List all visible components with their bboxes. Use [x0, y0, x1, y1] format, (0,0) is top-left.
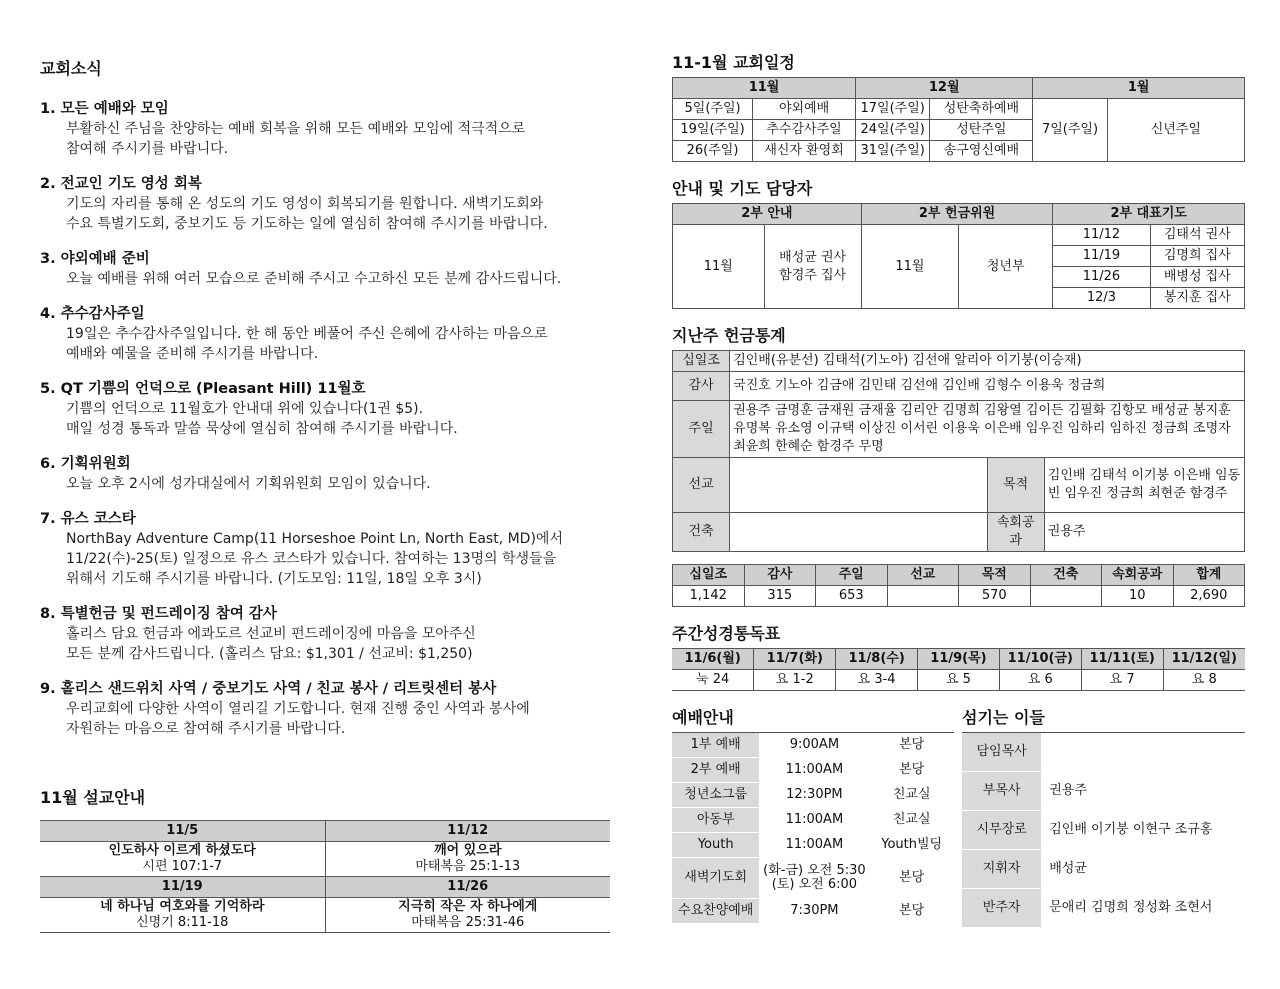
servant-names [1041, 733, 1245, 772]
schedule-table [672, 77, 1245, 162]
sermon-table [40, 820, 610, 933]
notice-item [40, 454, 610, 494]
notice-line: 참여해 주시기를 바랍니다. [66, 141, 229, 157]
notice-item [40, 249, 610, 289]
offering-names: 김인배(유분선) 김태석(기노아) 김선애 알리아 이기붕(이승재) [730, 351, 1245, 372]
sermon-title-text: 네 하나님 여호와를 기억하라 [100, 899, 265, 914]
left-column [40, 50, 610, 930]
offering-label: 목적 [987, 458, 1044, 513]
schedule-event: 추수감사주일 [753, 120, 856, 141]
month-header: 1월 [1033, 78, 1245, 99]
sum-header: 감사 [744, 565, 816, 586]
prayer-table [672, 203, 1245, 309]
sum-header: 십일조 [673, 565, 745, 586]
notice-title: 9. 홀리스 샌드위치 사역 / 중보기도 사역 / 친교 봉사 / 리트릿센터 봉사 [40, 681, 497, 697]
sermon-ref: 마태복음 25:1-13 [415, 859, 521, 874]
reading-table [672, 648, 1245, 691]
notice-line: 오늘 예배를 위해 여러 모습으로 준비해 주시고 수고하신 모든 분께 감사드립니다. [66, 271, 562, 287]
schedule-title: 11-1월 교회일정 [672, 53, 795, 72]
prayer-header: 2부 안내 [673, 204, 862, 225]
sum-header: 건축 [1030, 565, 1102, 586]
notice-item [40, 304, 610, 364]
worship-section [672, 705, 954, 928]
worship-place: 친교실 [869, 808, 954, 833]
servant-role: 담임목사 [962, 733, 1041, 772]
notice-line: 11/22(수)-25(토) 일정으로 유스 코스타가 있습니다. 참여하는 13명의 학생들을 [66, 551, 557, 567]
sum-value [887, 586, 959, 607]
reading-passage: 요 8 [1163, 670, 1245, 691]
notice-line: 모든 분께 감사드립니다. (홀리스 담요: $1,301 / 선교비: $1,250) [66, 646, 473, 662]
notice-line: 자원하는 마음으로 참여해 주시기를 바랍니다. [66, 721, 346, 737]
reading-day: 11/10(금) [999, 649, 1081, 670]
sermon-title: 11월 설교안내 [40, 788, 146, 807]
servants-table [962, 732, 1245, 928]
sum-value: 315 [744, 586, 816, 607]
notice-title: 8. 특별헌금 및 펀드레이징 참여 감사 [40, 606, 277, 622]
offering-label: 건축 [673, 513, 730, 552]
schedule-date: 31일(주일) [856, 141, 930, 162]
rep-name: 김태석 권사 [1150, 225, 1244, 246]
schedule-event: 신년주일 [1107, 99, 1244, 162]
servant-names: 권용주 [1041, 772, 1245, 811]
usher-month: 11월 [673, 225, 765, 309]
notice-item [40, 604, 610, 664]
worship-name: 아동부 [672, 808, 759, 833]
sermon-date: 11/19 [40, 877, 325, 898]
servant-role: 반주자 [962, 889, 1041, 928]
sermon-section [40, 785, 610, 933]
worship-row [672, 733, 954, 758]
notice-line: 매일 성경 통독과 말씀 묵상에 열심히 참여해 주시기를 바랍니다. [66, 421, 458, 437]
notice-line: 위해서 기도해 주시기를 바랍니다. (기도모임: 11일, 18일 오후 3시) [66, 571, 482, 587]
worship-time: 11:00AM [759, 808, 869, 833]
notice-line: 기쁨의 언덕으로 11월호가 안내대 위에 있습니다(1권 $5). [66, 401, 424, 417]
sum-header: 선교 [887, 565, 959, 586]
schedule-event: 새신자 환영회 [753, 141, 856, 162]
reading-passage: 요 5 [918, 670, 1000, 691]
sum-header: 속회공과 [1102, 565, 1174, 586]
usher-names: 배성균 권사 함경주 집사 [764, 225, 861, 309]
servant-names: 김인배 이기붕 이현구 조규홍 [1041, 811, 1245, 850]
sermon-date: 11/26 [325, 877, 610, 898]
reading-passage: 요 1-2 [754, 670, 836, 691]
notice-title: 4. 추수감사주일 [40, 306, 145, 322]
month-header: 12월 [856, 78, 1033, 99]
servant-role: 지휘자 [962, 850, 1041, 889]
servant-role: 시무장로 [962, 811, 1041, 850]
worship-time: 12:30PM [759, 783, 869, 808]
notice-title: 2. 전교인 기도 영성 회복 [40, 176, 202, 192]
sermon-title-text: 지극히 작은 자 하나에게 [398, 899, 538, 914]
reading-day: 11/11(토) [1081, 649, 1163, 670]
reading-day: 11/7(화) [754, 649, 836, 670]
notice-line: 수요 특별기도회, 중보기도 등 기도하는 일에 열심히 참여해 주시기를 바랍니다. [66, 216, 548, 232]
sermon-date: 11/12 [325, 821, 610, 842]
notice-item [40, 509, 610, 589]
worship-row [672, 808, 954, 833]
schedule-event: 성탄주일 [930, 120, 1033, 141]
worship-row [672, 858, 954, 899]
worship-place: 본당 [869, 758, 954, 783]
rep-name: 봉지훈 집사 [1150, 288, 1244, 309]
worship-time: 11:00AM [759, 833, 869, 858]
notice-line: 부활하신 주님을 찬양하는 예배 회복을 위해 모든 예배와 모임에 적극적으로 [66, 121, 526, 137]
servants-section [962, 705, 1245, 928]
notice-title: 6. 기획위원회 [40, 456, 131, 472]
schedule-date: 7일(주일) [1033, 99, 1107, 162]
sum-value: 2,690 [1173, 586, 1245, 607]
worship-time: 11:00AM [759, 758, 869, 783]
offering-names: 국진호 기노아 김금애 김민태 김선애 김인배 김형수 이용욱 정금희 [730, 372, 1245, 401]
rep-date: 11/19 [1053, 246, 1150, 267]
notice-line: 우리교회에 다양한 사역이 열리길 기도합니다. 현재 진행 중인 사역과 봉사에 [66, 701, 530, 717]
offering-names: 권용주 금명훈 금재원 금재율 김리안 김명희 김왕열 김이든 김필화 김항모 배성균 봉지훈 유명복 유소영 이규택 이상진 이서린 이용욱 이은배 임우진 임하리 임하진 정금희 조명자 최윤희 한혜순 함경주 무명 [730, 401, 1245, 458]
offering-title: 지난주 헌금통계 [672, 326, 786, 345]
reading-day: 11/12(일) [1163, 649, 1245, 670]
worship-place: 본당 [869, 899, 954, 924]
servant-row [962, 850, 1245, 889]
schedule-date: 5일(주일) [673, 99, 753, 120]
servants-title: 섬기는 이들 [962, 708, 1045, 727]
reading-section [672, 621, 1245, 691]
reading-passage: 눅 24 [672, 670, 754, 691]
offering-names: 권용주 [1044, 513, 1244, 552]
servant-role: 부목사 [962, 772, 1041, 811]
offering-names [730, 513, 987, 552]
rep-name: 김명희 집사 [1150, 246, 1244, 267]
notice-line: 기도의 자리를 통해 온 성도의 기도 영성이 회복되기를 원합니다. 새벽기도회와 [66, 196, 544, 212]
sum-header: 주일 [816, 565, 888, 586]
servant-names: 문애리 김명희 정성화 조현서 [1041, 889, 1245, 928]
offering-label: 주일 [673, 401, 730, 458]
offering-names [730, 458, 987, 513]
notice-line: 예배와 예물을 준비해 주시기를 바랍니다. [66, 346, 319, 362]
prayer-header: 2부 헌금위원 [861, 204, 1053, 225]
schedule-section [672, 50, 1245, 162]
worship-row [672, 833, 954, 858]
servant-row [962, 772, 1245, 811]
sum-value [1030, 586, 1102, 607]
sum-value: 1,142 [673, 586, 745, 607]
sum-value: 10 [1102, 586, 1174, 607]
sermon-title-text: 깨어 있으라 [434, 843, 502, 858]
offering-sum-table [672, 564, 1245, 607]
prayer-section [672, 176, 1245, 309]
worship-row [672, 899, 954, 924]
month-header: 11월 [673, 78, 856, 99]
servant-names: 배성균 [1041, 850, 1245, 889]
reading-passage: 요 6 [999, 670, 1081, 691]
schedule-event: 성탄축하예배 [930, 99, 1033, 120]
sermon-title-text: 인도하사 이르게 하셨도다 [108, 843, 256, 858]
sermon-ref: 시편 107:1-7 [142, 859, 223, 874]
schedule-date: 19일(주일) [673, 120, 753, 141]
reading-passage: 요 3-4 [836, 670, 918, 691]
notice-title: 7. 유스 코스타 [40, 511, 136, 527]
sum-value: 570 [959, 586, 1031, 607]
worship-name: 2부 예배 [672, 758, 759, 783]
sum-value: 653 [816, 586, 888, 607]
schedule-date: 17일(주일) [856, 99, 930, 120]
notice-item [40, 174, 610, 234]
notice-line: 19일은 추수감사주일입니다. 한 해 동안 베풀어 주신 은혜에 감사하는 마음으로 [66, 326, 548, 342]
servant-row [962, 733, 1245, 772]
worship-place: 친교실 [869, 783, 954, 808]
worship-table [672, 732, 954, 924]
servant-row [962, 889, 1245, 928]
news-list [40, 99, 610, 739]
worship-name: 수요찬양예배 [672, 899, 759, 924]
reading-day: 11/6(월) [672, 649, 754, 670]
schedule-date: 26(주일) [673, 141, 753, 162]
notice-line: NorthBay Adventure Camp(11 Horseshoe Point Ln, North East, MD)에서 [66, 531, 563, 547]
worship-place: 본당 [869, 733, 954, 758]
reading-day: 11/8(수) [836, 649, 918, 670]
offering-names: 청년부 [958, 225, 1052, 309]
worship-name: 1부 예배 [672, 733, 759, 758]
worship-name: 새벽기도회 [672, 858, 759, 899]
notice-item [40, 679, 610, 739]
worship-name: 청년소그룹 [672, 783, 759, 808]
servant-row [962, 811, 1245, 850]
rep-date: 11/12 [1053, 225, 1150, 246]
news-title: 교회소식 [40, 59, 102, 78]
notice-title: 3. 야외예배 준비 [40, 251, 150, 267]
worship-time: (화-금) 오전 5:30 (토) 오전 6:00 [759, 858, 869, 899]
notice-line: 오늘 오후 2시에 성가대실에서 기획위원회 모임이 있습니다. [66, 476, 431, 492]
notice-item [40, 379, 610, 439]
notice-title: 1. 모든 예배와 모임 [40, 101, 169, 117]
offering-section [672, 323, 1245, 607]
offering-names: 김인배 김태석 이기붕 이은배 임동빈 임우진 정금희 최현준 함경주 [1044, 458, 1244, 513]
worship-time: 9:00AM [759, 733, 869, 758]
offering-detail-table [672, 350, 1245, 552]
notice-title: 5. QT 기쁨의 언덕으로 (Pleasant Hill) 11월호 [40, 381, 366, 397]
worship-row [672, 758, 954, 783]
rep-date: 12/3 [1053, 288, 1150, 309]
offering-label: 감사 [673, 372, 730, 401]
worship-name: Youth [672, 833, 759, 858]
worship-place: 본당 [869, 858, 954, 899]
worship-row [672, 783, 954, 808]
offering-month: 11월 [861, 225, 958, 309]
rep-name: 배병성 집사 [1150, 267, 1244, 288]
reading-day: 11/9(목) [918, 649, 1000, 670]
notice-item [40, 99, 610, 159]
reading-passage: 요 7 [1081, 670, 1163, 691]
sum-header: 합계 [1173, 565, 1245, 586]
offering-label: 십일조 [673, 351, 730, 372]
schedule-date: 24일(주일) [856, 120, 930, 141]
reading-title: 주간성경통독표 [672, 624, 781, 643]
sermon-date: 11/5 [40, 821, 325, 842]
right-column [672, 50, 1245, 928]
worship-place: Youth빌딩 [869, 833, 954, 858]
sum-header: 목적 [959, 565, 1031, 586]
schedule-event: 야외예배 [753, 99, 856, 120]
notice-line: 홀리스 담요 헌금과 에콰도르 선교비 펀드레이징에 마음을 모아주신 [66, 626, 476, 642]
schedule-event: 송구영신예배 [930, 141, 1033, 162]
sermon-ref: 마태복음 25:31-46 [411, 915, 525, 930]
worship-time: 7:30PM [759, 899, 869, 924]
sermon-ref: 신명기 8:11-18 [136, 915, 229, 930]
rep-date: 11/26 [1053, 267, 1150, 288]
bottom-pair [672, 705, 1245, 928]
worship-title: 예배안내 [672, 708, 734, 727]
offering-label: 선교 [673, 458, 730, 513]
prayer-header: 2부 대표기도 [1053, 204, 1245, 225]
offering-label: 속회공과 [987, 513, 1044, 552]
prayer-title: 안내 및 기도 담당자 [672, 179, 813, 198]
